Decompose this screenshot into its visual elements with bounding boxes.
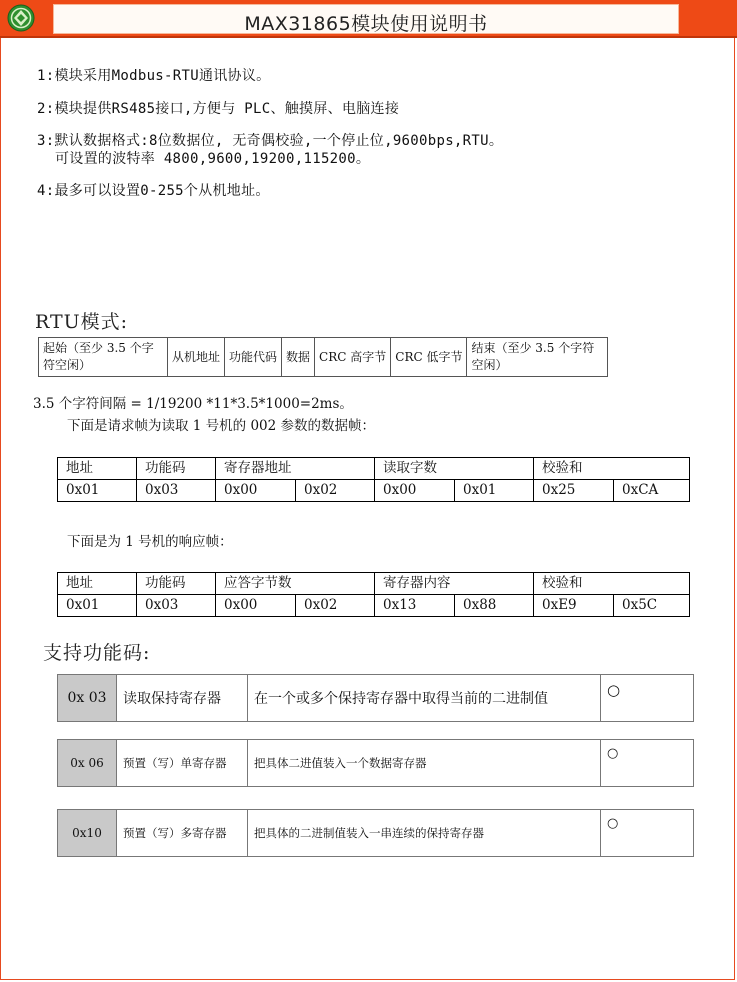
- rtu-cell-address: 从机地址: [168, 338, 225, 377]
- function-row-03: [57, 674, 694, 722]
- function-row-10: [57, 809, 694, 857]
- response-header: 校验和: [534, 573, 690, 595]
- request-value: 0x02: [296, 480, 375, 502]
- request-header: 地址: [58, 458, 137, 480]
- intro-line-3b: 可设置的波特率 4800,9600,19200,115200。: [55, 151, 371, 167]
- intro-line-4: 4:最多可以设置0-255个从机地址。: [37, 183, 270, 199]
- response-header: 应答字节数: [216, 573, 375, 595]
- function-code: 0x10: [58, 810, 117, 857]
- rtu-cell-crc-low: CRC 低字节: [391, 338, 467, 377]
- function-code: 0x 03: [58, 675, 117, 722]
- response-value: 0xE9: [534, 595, 614, 617]
- request-header: 功能码: [137, 458, 216, 480]
- request-value: 0x00: [216, 480, 296, 502]
- response-header: 地址: [58, 573, 137, 595]
- rtu-cell-function: 功能代码: [225, 338, 282, 377]
- function-code: 0x 06: [58, 740, 117, 787]
- rtu-cell-end: 结束（至少 3.5 个字符空闲）: [467, 338, 608, 377]
- function-desc: 把具体二进值装入一个数据寄存器: [248, 740, 601, 787]
- rtu-frame-table: [38, 337, 608, 377]
- rtu-interval-text: 3.5 个字符间隔 = 1/19200 *11*3.5*1000=2ms。: [33, 396, 353, 412]
- rtu-cell-crc-high: CRC 高字节: [315, 338, 391, 377]
- response-value: 0x03: [137, 595, 216, 617]
- function-desc: 在一个或多个保持寄存器中取得当前的二进制值: [248, 675, 601, 722]
- function-support-mark: ○: [601, 675, 694, 722]
- intro-line-3: 3:默认数据格式:8位数据位, 无奇偶校验,一个停止位,9600bps,RTU。: [37, 133, 504, 149]
- response-value: 0x88: [455, 595, 534, 617]
- request-value: 0x00: [375, 480, 455, 502]
- request-value: 0x25: [534, 480, 614, 502]
- request-table: [57, 457, 690, 502]
- request-caption: 下面是请求帧为读取 1 号机的 002 参数的数据帧：: [67, 418, 376, 434]
- rtu-heading: RTU模式:: [35, 311, 129, 333]
- request-header: 读取字数: [375, 458, 534, 480]
- response-value: 0x13: [375, 595, 455, 617]
- page-header: [0, 0, 737, 38]
- response-header: 寄存器内容: [375, 573, 534, 595]
- function-name: 预置（写）单寄存器: [117, 740, 248, 787]
- response-value: 0x01: [58, 595, 137, 617]
- response-caption: 下面是为 1 号机的响应帧：: [67, 534, 233, 550]
- intro-line-2: 2:模块提供RS485接口,方便与 PLC、触摸屏、电脑连接: [37, 101, 400, 117]
- rtu-cell-data: 数据: [282, 338, 315, 377]
- request-value: 0x01: [455, 480, 534, 502]
- title-bar: [53, 4, 679, 34]
- response-header: 功能码: [137, 573, 216, 595]
- function-row-06: [57, 739, 694, 787]
- intro-line-1: 1:模块采用Modbus-RTU通讯协议。: [37, 68, 271, 84]
- request-value: 0x03: [137, 480, 216, 502]
- request-header: 校验和: [534, 458, 690, 480]
- page-title: MAX31865模块使用说明书: [244, 13, 488, 35]
- response-table: [57, 572, 690, 617]
- response-value: 0x5C: [614, 595, 690, 617]
- rtu-cell-start: 起始（至少 3.5 个字符空闲）: [39, 338, 168, 377]
- response-value: 0x00: [216, 595, 296, 617]
- request-header: 寄存器地址: [216, 458, 375, 480]
- functions-heading: 支持功能码:: [43, 642, 151, 664]
- request-value: 0x01: [58, 480, 137, 502]
- logo-icon: [7, 4, 35, 32]
- function-name: 读取保持寄存器: [117, 675, 248, 722]
- function-name: 预置（写）多寄存器: [117, 810, 248, 857]
- request-value: 0xCA: [614, 480, 690, 502]
- function-support-mark: ○: [601, 810, 694, 857]
- function-desc: 把具体的二进制值装入一串连续的保持寄存器: [248, 810, 601, 857]
- response-value: 0x02: [296, 595, 375, 617]
- function-support-mark: ○: [601, 740, 694, 787]
